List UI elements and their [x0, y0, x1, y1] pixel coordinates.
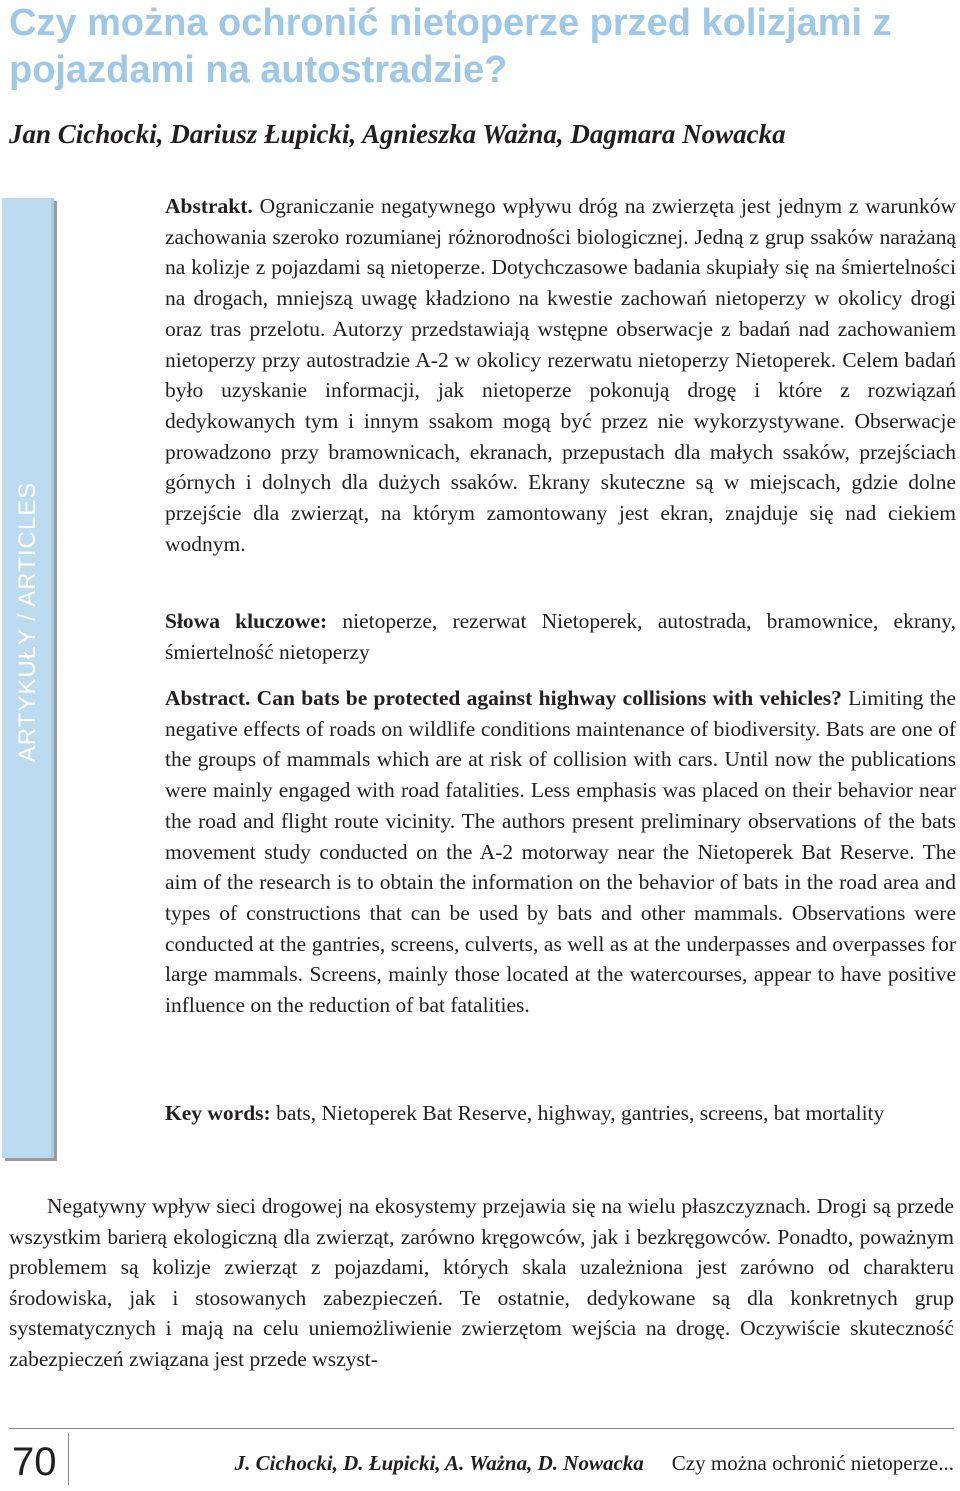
article-authors: Jan Cichocki, Dariusz Łupicki, Agnieszka Ważna, Dagmara Nowacka [9, 119, 786, 149]
footer-running-title: Czy można ochronić nietoperze... [671, 1451, 954, 1475]
abstract-pl-label: Abstrakt. [165, 194, 253, 218]
keywords-pl-label: Słowa kluczowe: [165, 609, 328, 633]
abstract-pl-text: Ograniczanie negatywnego wpływu dróg na zwierzęta jest jednym z warunków zachowania szeroko rozumianej różnorodności biologicznej. Jedną z grup ssaków narażaną na kolizje z pojazdami są nietoperze. Dotychczasowe badania skupiały się na śmiertelności na drogach, mniejszą uwagę kładziono na kwestie zachowań nietoperzy w okolicy drogi oraz tras przelotu. Autorzy przedstawiają wstępne obserwacje z badań nad zachowaniem nietoperzy przy autostradzie A-2 w okolicy rezerwatu nietoperzy Nietoperek. Celem badań było uzyskanie informacji, jak nietoperze pokonują drogę i które z rozwiązań dedykowanych tym i innym ssakom mogą być przez nie wykorzystywane. Obserwacje prowadzono przy bramownicach, ekranach, przepustach dla małych ssaków, przejściach górnych i dolnych dla dużych ssaków. Ekrany skuteczne są w miejscach, gdzie dolne przejście dla zwierząt, na którym zamontowany jest ekran, znajduje się nad ciekiem wodnym. [165, 194, 957, 556]
keywords-en-text: bats, Nietoperek Bat Reserve, highway, gantries, screens, bat mortality [276, 1101, 885, 1125]
abstract-en-text: Limiting the negative effects of roads on wildlife conditions maintenance of biodiversity. Bats are one of the groups of mammals which are at risk of collision with cars. Until now the publications were mainly engaged with road fatalities. Less emphasis was placed on their behavior near the road and flight route vicinity. The authors present preliminary observations of the bats movement study conducted on the A-2 motorway near the Nietoperek Bat Reserve. The aim of the research is to obtain the information on the behavior of bats in the road area and types of constructions that can be used by bats and other mammals. Observations were conducted at the gantries, screens, culverts, as well as at the underpasses and overpasses for large mammals. Screens, mainly those located at the watercourses, appear to have positive influence on the reduction of bat fatalities. [165, 686, 956, 1018]
body-paragraph: Negatywny wpływ sieci drogowej na ekosystemy przejawia się na wielu płaszczyznach. Drogi są przede wszystkim barierą ekologiczną dla zwierząt, zarówno kręgowców, jak i bezkręgowców. Ponadto, poważnym problemem są kolizje zwierząt z pojazdami, których skala uzależniona jest zarówno od charakteru środowiska, jak i stosowanych zabezpieczeń. Te ostatnie, dedykowane są dla konkretnych grup systematycznych i mają na celu uniemożliwienie zwierzętom wejścia na drogę. Oczywiście skuteczność zabezpieczeń związana jest przede wszyst- [9, 1194, 954, 1371]
article-title: Czy można ochronić nietoperze przed kolizjami z pojazdami na autostradzie? [9, 2, 892, 91]
page-number: 70 [12, 1440, 57, 1484]
keywords-en [165, 1098, 956, 1129]
abstract-en [165, 683, 956, 1021]
footer-separator [68, 1433, 69, 1485]
abstract-en-label: Abstract. Can bats be protected against highway collisions with vehicles? [165, 686, 842, 710]
keywords-pl [165, 606, 956, 667]
keywords-pl-text: nietoperze, rezerwat Nietoperek, autostrada, bramownice, ekrany, śmiertelność nietoperzy [165, 609, 956, 664]
keywords-en-label: Key words: [165, 1101, 271, 1125]
footer-authors: J. Cichocki, D. Łupicki, A. Ważna, D. Nowacka [234, 1451, 644, 1475]
abstract-pl [165, 191, 956, 559]
running-footer [235, 1449, 954, 1477]
section-sidebar [2, 198, 54, 1158]
footer-rule [9, 1428, 954, 1429]
section-label: ARTYKUŁY / ARTICLES [14, 481, 41, 763]
